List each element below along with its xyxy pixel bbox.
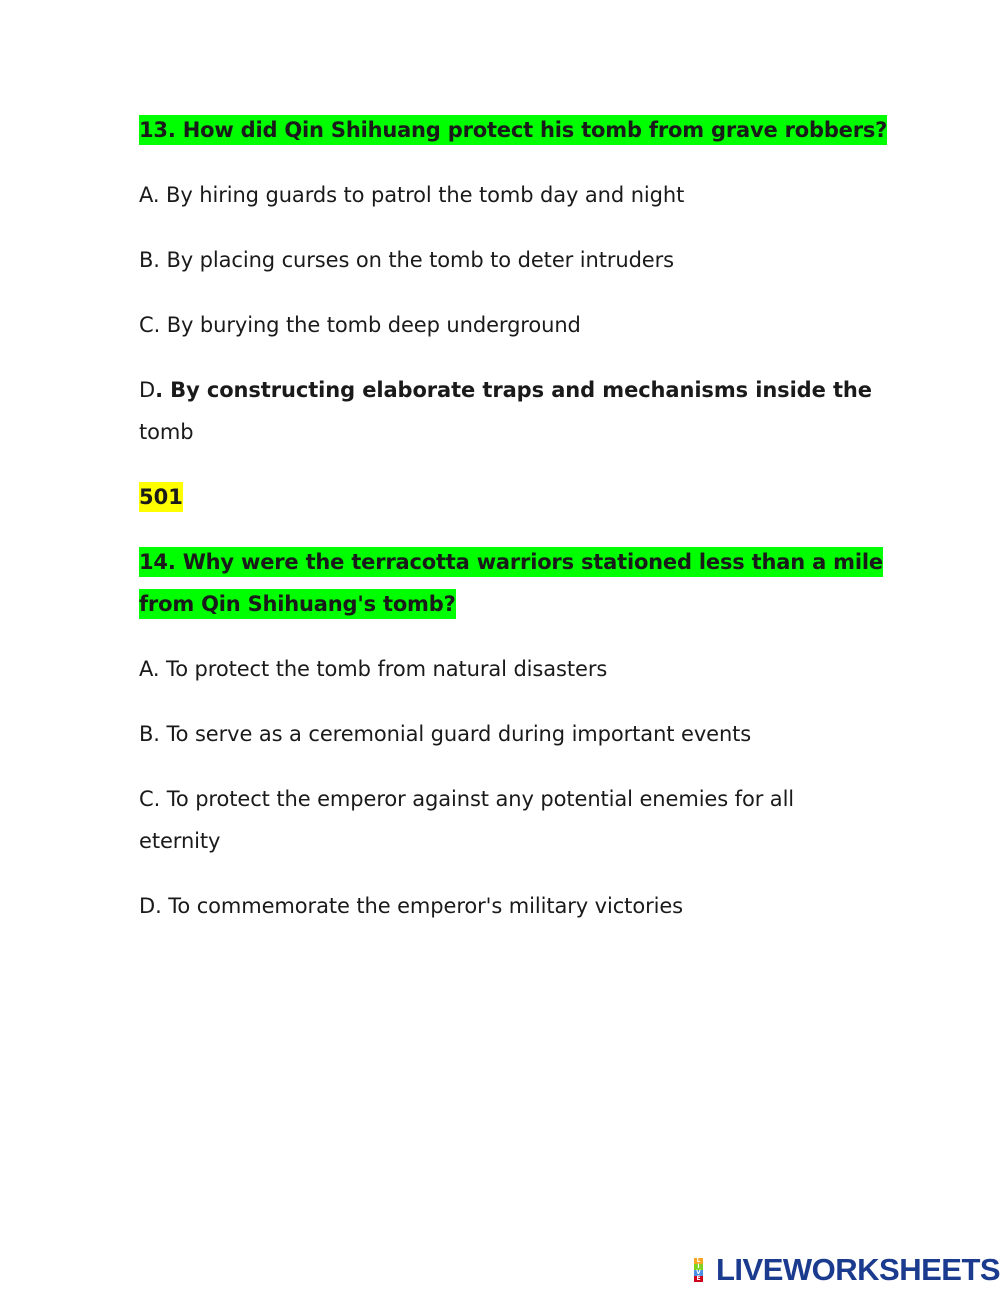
liveworksheets-logo-text: LIVEWORKSHEETS (716, 1252, 1000, 1287)
answer-box-501[interactable]: 501 (139, 482, 183, 512)
logo-icon-letter-e: E (694, 1276, 703, 1282)
q14-option-c: C. To protect the emperor against any potential enemies for all (139, 787, 795, 811)
logo-icon-letter-v: V (694, 1270, 703, 1276)
q13-option-d-text: . By constructing elaborate traps and mechanisms inside the (155, 378, 872, 402)
q14-option-b: B. To serve as a ceremonial guard during important events (139, 722, 752, 746)
q14-option-c-continued: eternity (139, 829, 221, 853)
question-13: 13. How did Qin Shihuang protect his tomb from grave robbers? (139, 115, 887, 145)
q13-option-c: C. By burying the tomb deep underground (139, 313, 581, 337)
q14-option-d: D. To commemorate the emperor's military victories (139, 894, 683, 918)
question-14-line1: 14. Why were the terracotta warriors stationed less than a mile (139, 547, 883, 577)
logo-icon-letter-i: I (694, 1264, 703, 1270)
q14-option-a: A. To protect the tomb from natural disasters (139, 657, 608, 681)
q13-option-d-letter: D (139, 378, 156, 402)
q13-option-d-continued: tomb (139, 420, 194, 444)
liveworksheets-logo (694, 1253, 1000, 1287)
liveworksheets-logo-icon (694, 1258, 712, 1282)
q13-option-d (139, 375, 872, 405)
q13-option-a: A. By hiring guards to patrol the tomb day and night (139, 183, 685, 207)
q13-option-b: B. By placing curses on the tomb to deter intruders (139, 248, 674, 272)
question-14-line2: from Qin Shihuang's tomb? (139, 589, 456, 619)
logo-icon-letter-l: L (694, 1258, 703, 1264)
